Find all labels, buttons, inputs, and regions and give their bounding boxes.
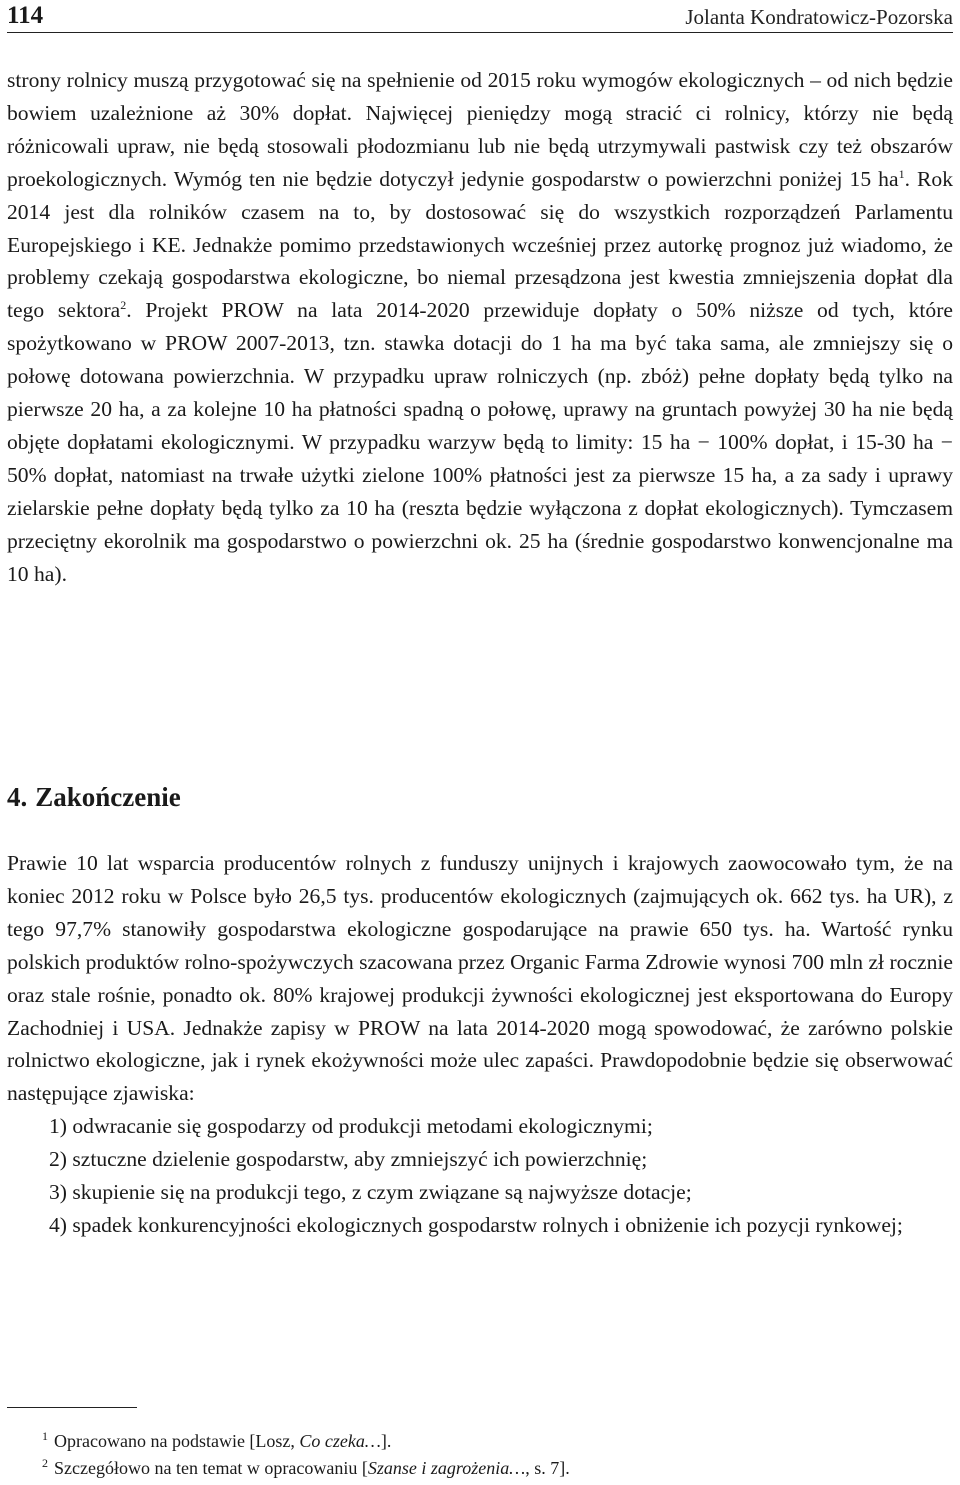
footnote-ref-2[interactable]: 2 [120, 298, 127, 313]
footnote-2 [7, 1455, 953, 1482]
paragraph-text-part: . Projekt PROW na lata 2014-2020 przewiduje dopłaty o 50% niższe od tych, które spożytkowano w PROW 2007-2013, tzn. stawka dotacji do 1 ha ma być taka sama, ale zmniejszy się o połowę dotowana powierzchnia. W przypadku upraw rolniczych (np. zbóż) pełne dopłaty będą tylko na pierwsze 20 ha, a za kolejne 10 ha płatności spadną o połowę, uprawy na gruntach powyżej 30 ha nie będą objęte dopłatami ekologicznymi. W przypadku warzyw będą to limity: 15 ha − 100% dopłat, i 15-30 ha − 50% dopłat, natomiast na trwałe użytki zielone 100% płatności jest za pierwsze 15 ha, a za sady i uprawy zielarskie pełne dopłaty będą tylko za 10 ha (reszta będzie wyłączona z dopłat ekologicznych). Tymczasem przeciętny ekorolnik ma gospodarstwo o powierzchni ok. 25 ha (średnie gospodarstwo konwencjonalne ma 10 ha). [7, 298, 953, 586]
running-header-author: Jolanta Kondratowicz-Pozorska [685, 5, 953, 29]
list-item: 2) sztuczne dzielenie gospodarstw, aby zmniejszyć ich powierzchnię; [49, 1147, 648, 1172]
section-heading [7, 779, 181, 815]
footnote-citation-title: Szanse i zagrożenia… [367, 1458, 526, 1478]
footnote-text: Szczegółowo na ten temat w opracowaniu [ [54, 1458, 368, 1478]
section-number: 4. [7, 782, 28, 812]
footnote-number: 1 [42, 1429, 48, 1443]
conclusion-paragraph: Prawie 10 lat wsparcia producentów rolnych z funduszy unijnych i krajowych zaowocowało tym, że na koniec 2012 roku w Polsce było 26,5 tys. producentów ekologicznych (zajmujących ok. 662 tys. ha UR), z tego 97,7% stanowiły gospodarstwa ekologiczne gospodarujące na prawie 650 tys. ha. Wartość rynku polskich produktów rolno-spożywczych szacowana przez Organic Farma Zdrowie wynosi 700 mln zł rocznie oraz stale rośnie, ponadto ok. 80% krajowej produkcji żywności ekologicznej jest eksportowana do Europy Zachodniej i USA. Jednakże zapisy w PROW na lata 2014-2020 mogą spowodować, że zarówno polskie rolnictwo ekologiczne, jak i rynek ekożywności może ulec zapaści. Prawdopodobnie będzie się obserwować następujące zjawiska: [7, 851, 953, 1106]
section-title: Zakończenie [35, 782, 181, 812]
footnote-citation-title: Co czeka… [299, 1431, 381, 1451]
footnote-separator [7, 1407, 137, 1408]
footnote-number: 2 [42, 1456, 48, 1470]
footnote-1 [7, 1428, 953, 1455]
paragraph-text [7, 64, 953, 591]
footnotes [7, 1428, 953, 1482]
footnote-ref-1[interactable]: 1 [898, 166, 905, 181]
list-item: 3) skupienie się na produkcji tego, z czym związane są najwyższe dotacje; [49, 1180, 692, 1205]
footnote-text: Opracowano na podstawie [Losz, [54, 1431, 300, 1451]
body-paragraph-continued [7, 64, 953, 591]
paragraph-text-part: strony rolnicy muszą przygotować się na spełnienie od 2015 roku wymogów ekologicznych – od nich będzie bowiem uzależnione aż 30% dopłat. Najwięcej pieniędzy mogą stracić ci rolnicy, którzy nie będą różnicowali upraw, nie będą stosowali płodozmianu lub nie będą utrzymywali pastwisk czy też obszarów proekologicznych. Wymóg ten nie będzie dotyczył jedynie gospodarstw o powierzchni poniżej 15 ha [7, 68, 953, 191]
conclusion-block [7, 847, 953, 1242]
list-item: 1) odwracanie się gospodarzy od produkcji metodami ekologicznymi; [49, 1114, 653, 1139]
footnote-text: ]. [380, 1431, 392, 1451]
paragraph-text-part: . Rok 2014 jest dla rolników czasem na to, by dostosować się do wszystkich rozporządzeń Parlamentu Europejskiego i KE. Jednakże pomimo przedstawionych wcześniej przez autorkę prognoz już wiadomo, że problemy czekają gospodarstwa ekologiczne, bo niemal przesądzona jest kwestia zmniejszenia dopłat dla tego sektora [7, 166, 954, 323]
footnote-text: , s. 7]. [525, 1458, 570, 1478]
running-header [7, 0, 953, 33]
page-number: 114 [7, 2, 44, 29]
list-item: 4) spadek konkurencyjności ekologicznych gospodarstw rolnych i obniżenie ich pozycji rynkowej; [49, 1212, 903, 1237]
